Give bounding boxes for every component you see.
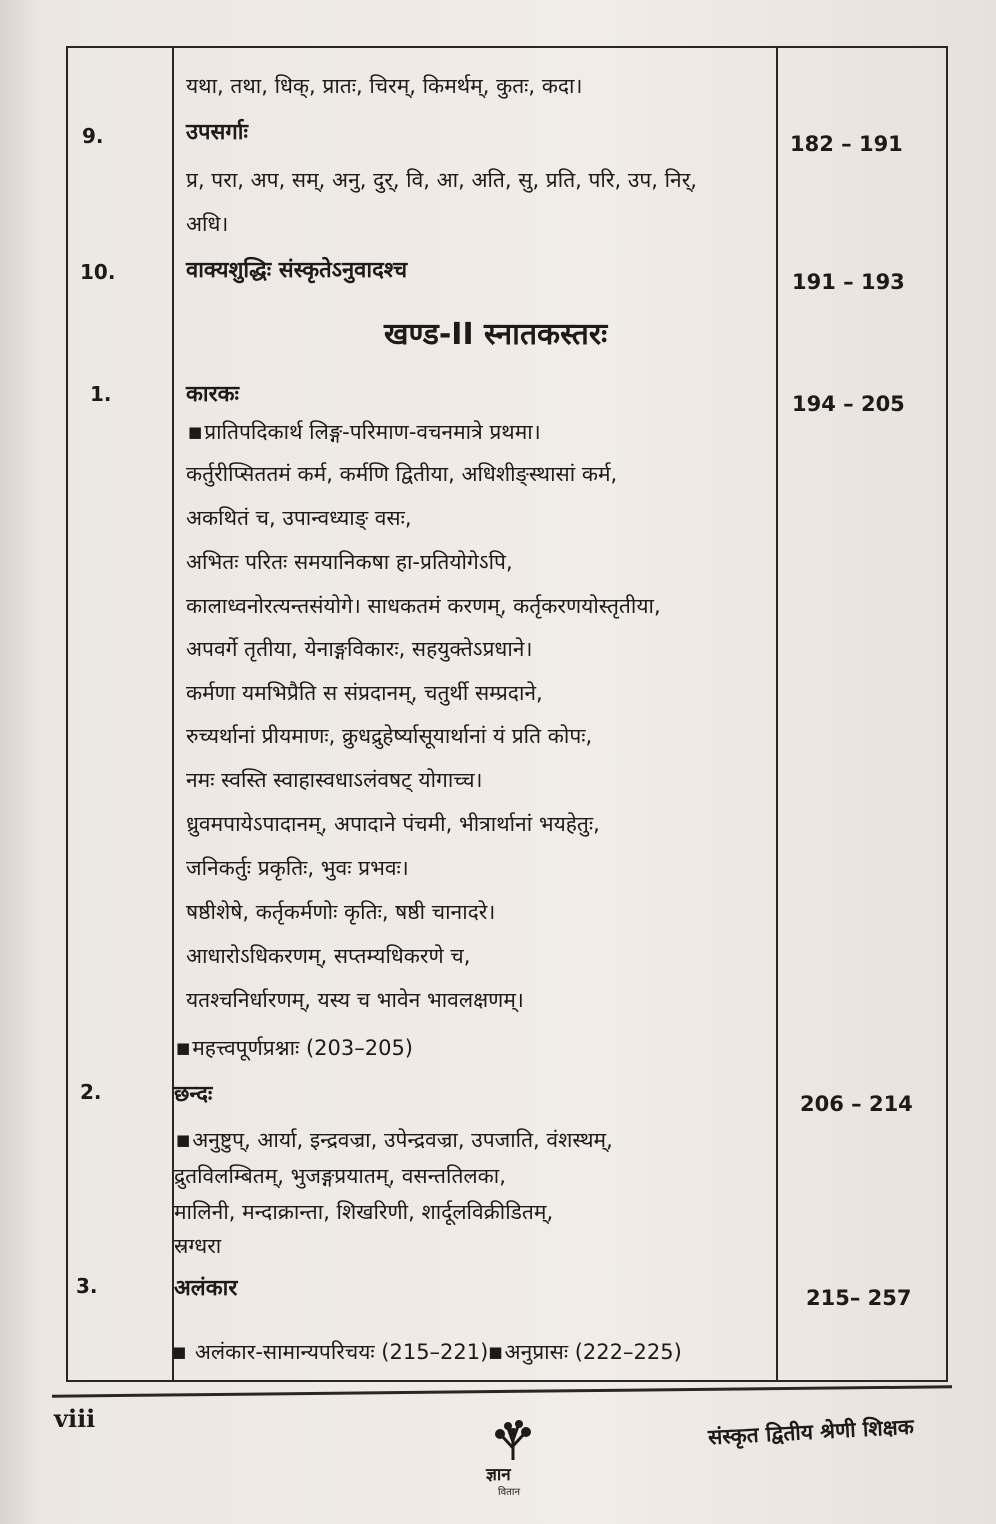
chhand-first-line (176, 1128, 613, 1153)
logo-text: ज्ञान (486, 1465, 511, 1485)
bullet-square-icon: ■ (176, 1039, 191, 1057)
row-number: 3. (76, 1274, 98, 1298)
karaka-line: आधारोऽधिकरणम्, सप्तम्यधिकरणे च, (186, 944, 471, 968)
karaka-line: अपवर्गे तृतीया, येनाङ्गविकारः, सहयुक्तेऽप्रधाने। (186, 637, 533, 661)
row-line: प्र, परा, अप, सम्, अनु, दुर्, वि, आ, अति, सु, प्रति, परि, उप, निर्, (186, 168, 697, 192)
row-heading: कारकः (186, 382, 239, 407)
karaka-line: जनिकर्तुः प्रकृतिः, भुवः प्रभवः। (186, 856, 409, 880)
bullet-square-icon: ■ (176, 1131, 191, 1149)
section-title: खण्ड-II स्नातकस्तरः (384, 317, 608, 352)
bullet-square-icon: ■ (172, 1343, 187, 1361)
karaka-important-text: महत्त्वपूर्णप्रश्नाः (203–205) (192, 1036, 413, 1060)
chhand-line: स्रग्धरा (174, 1234, 222, 1258)
karaka-first-text: प्रातिपदिकार्थ लिङ्ग-परिमाण-वचनमात्रे प्रथमा। (204, 420, 541, 444)
column-divider-right (776, 48, 778, 1380)
chhand-first-text: अनुष्टुप्, आर्या, इन्द्रवज्रा, उपेन्द्रवज्रा, उपजाति, वंशस्थम्, (192, 1128, 613, 1152)
karaka-line: यतश्चनिर्धारणम्, यस्य च भावेन भावलक्षणम्। (186, 988, 524, 1012)
row-line: यथा, तथा, धिक्, प्रातः, चिरम्, किमर्थम्, कुतः, कदा। (186, 74, 583, 98)
logo-subtext: वितान (498, 1487, 520, 1498)
karaka-important-questions (176, 1036, 413, 1061)
karaka-line: षष्ठीशेषे, कर्तृकर्मणोः कृतिः, षष्ठी चानादरे। (186, 900, 496, 924)
alankar-item-2: अनुप्रासः (222–225) (504, 1340, 682, 1364)
book-title: संस्कृत द्वितीय श्रेणी शिक्षक (707, 1414, 915, 1450)
karaka-line: कर्मणा यमभिप्रैति स संप्रदानम्, चतुर्थी सम्प्रदाने, (186, 681, 543, 705)
page-range: 194 – 205 (792, 392, 905, 416)
row-number: 1. (90, 382, 112, 406)
bullet-square-icon: ■ (188, 423, 203, 441)
karaka-line: कर्तुरीप्सिततमं कर्म, कर्मणि द्वितीया, अधिशीङ्स्थासां कर्म, (186, 462, 618, 486)
row-number: 2. (80, 1080, 102, 1104)
karaka-first-line (188, 420, 541, 445)
row-heading: वाक्यशुद्धिः संस्कृतेऽनुवादश्च (186, 258, 408, 283)
karaka-line: अकथितं च, उपान्वध्याङ् वसः, (186, 506, 412, 530)
page-range: 206 – 214 (800, 1092, 913, 1116)
page-range: 215– 257 (806, 1286, 912, 1310)
page-range: 182 – 191 (790, 132, 903, 156)
row-heading: छन्दः (174, 1082, 213, 1107)
page-number: viii (54, 1404, 96, 1433)
chhand-line: द्रुतविलम्बितम्, भुजङ्गप्रयातम्, वसन्ततिलका, (174, 1164, 506, 1188)
row-heading: उपसर्गाः (186, 120, 248, 145)
bullet-square-icon: ■ (488, 1343, 503, 1361)
karaka-line: कालाध्वनोरत्यन्तसंयोगे। साधकतमं करणम्, कर्तृकरणयोस्तृतीया, (186, 594, 661, 618)
karaka-line: नमः स्वस्ति स्वाहास्वधाऽलंवषट् योगाच्च। (186, 768, 483, 792)
row-number: 10. (80, 260, 116, 284)
row-line: अधि। (186, 212, 229, 236)
karaka-line: अभितः परितः समयानिकषा हा-प्रतियोगेऽपि, (186, 550, 513, 574)
karaka-line: रुच्यर्थानां प्रीयमाणः, क्रुधद्रुहेर्ष्यासूयार्थानां यं प्रति कोपः, (186, 724, 593, 748)
karaka-line: ध्रुवमपायेऽपादानम्, अपादाने पंचमी, भीत्रार्थानां भयहेतुः, (186, 812, 600, 836)
row-heading: अलंकार (174, 1276, 238, 1301)
chhand-line: मालिनी, मन्दाक्रान्ता, शिखरिणी, शार्दूलविक्रीडितम्, (174, 1200, 554, 1224)
row-number: 9. (82, 124, 104, 148)
alankar-items (172, 1340, 682, 1365)
alankar-item-1: अलंकार-सामान्यपरिचयः (215–221) (194, 1340, 489, 1364)
page-range: 191 – 193 (792, 270, 905, 294)
